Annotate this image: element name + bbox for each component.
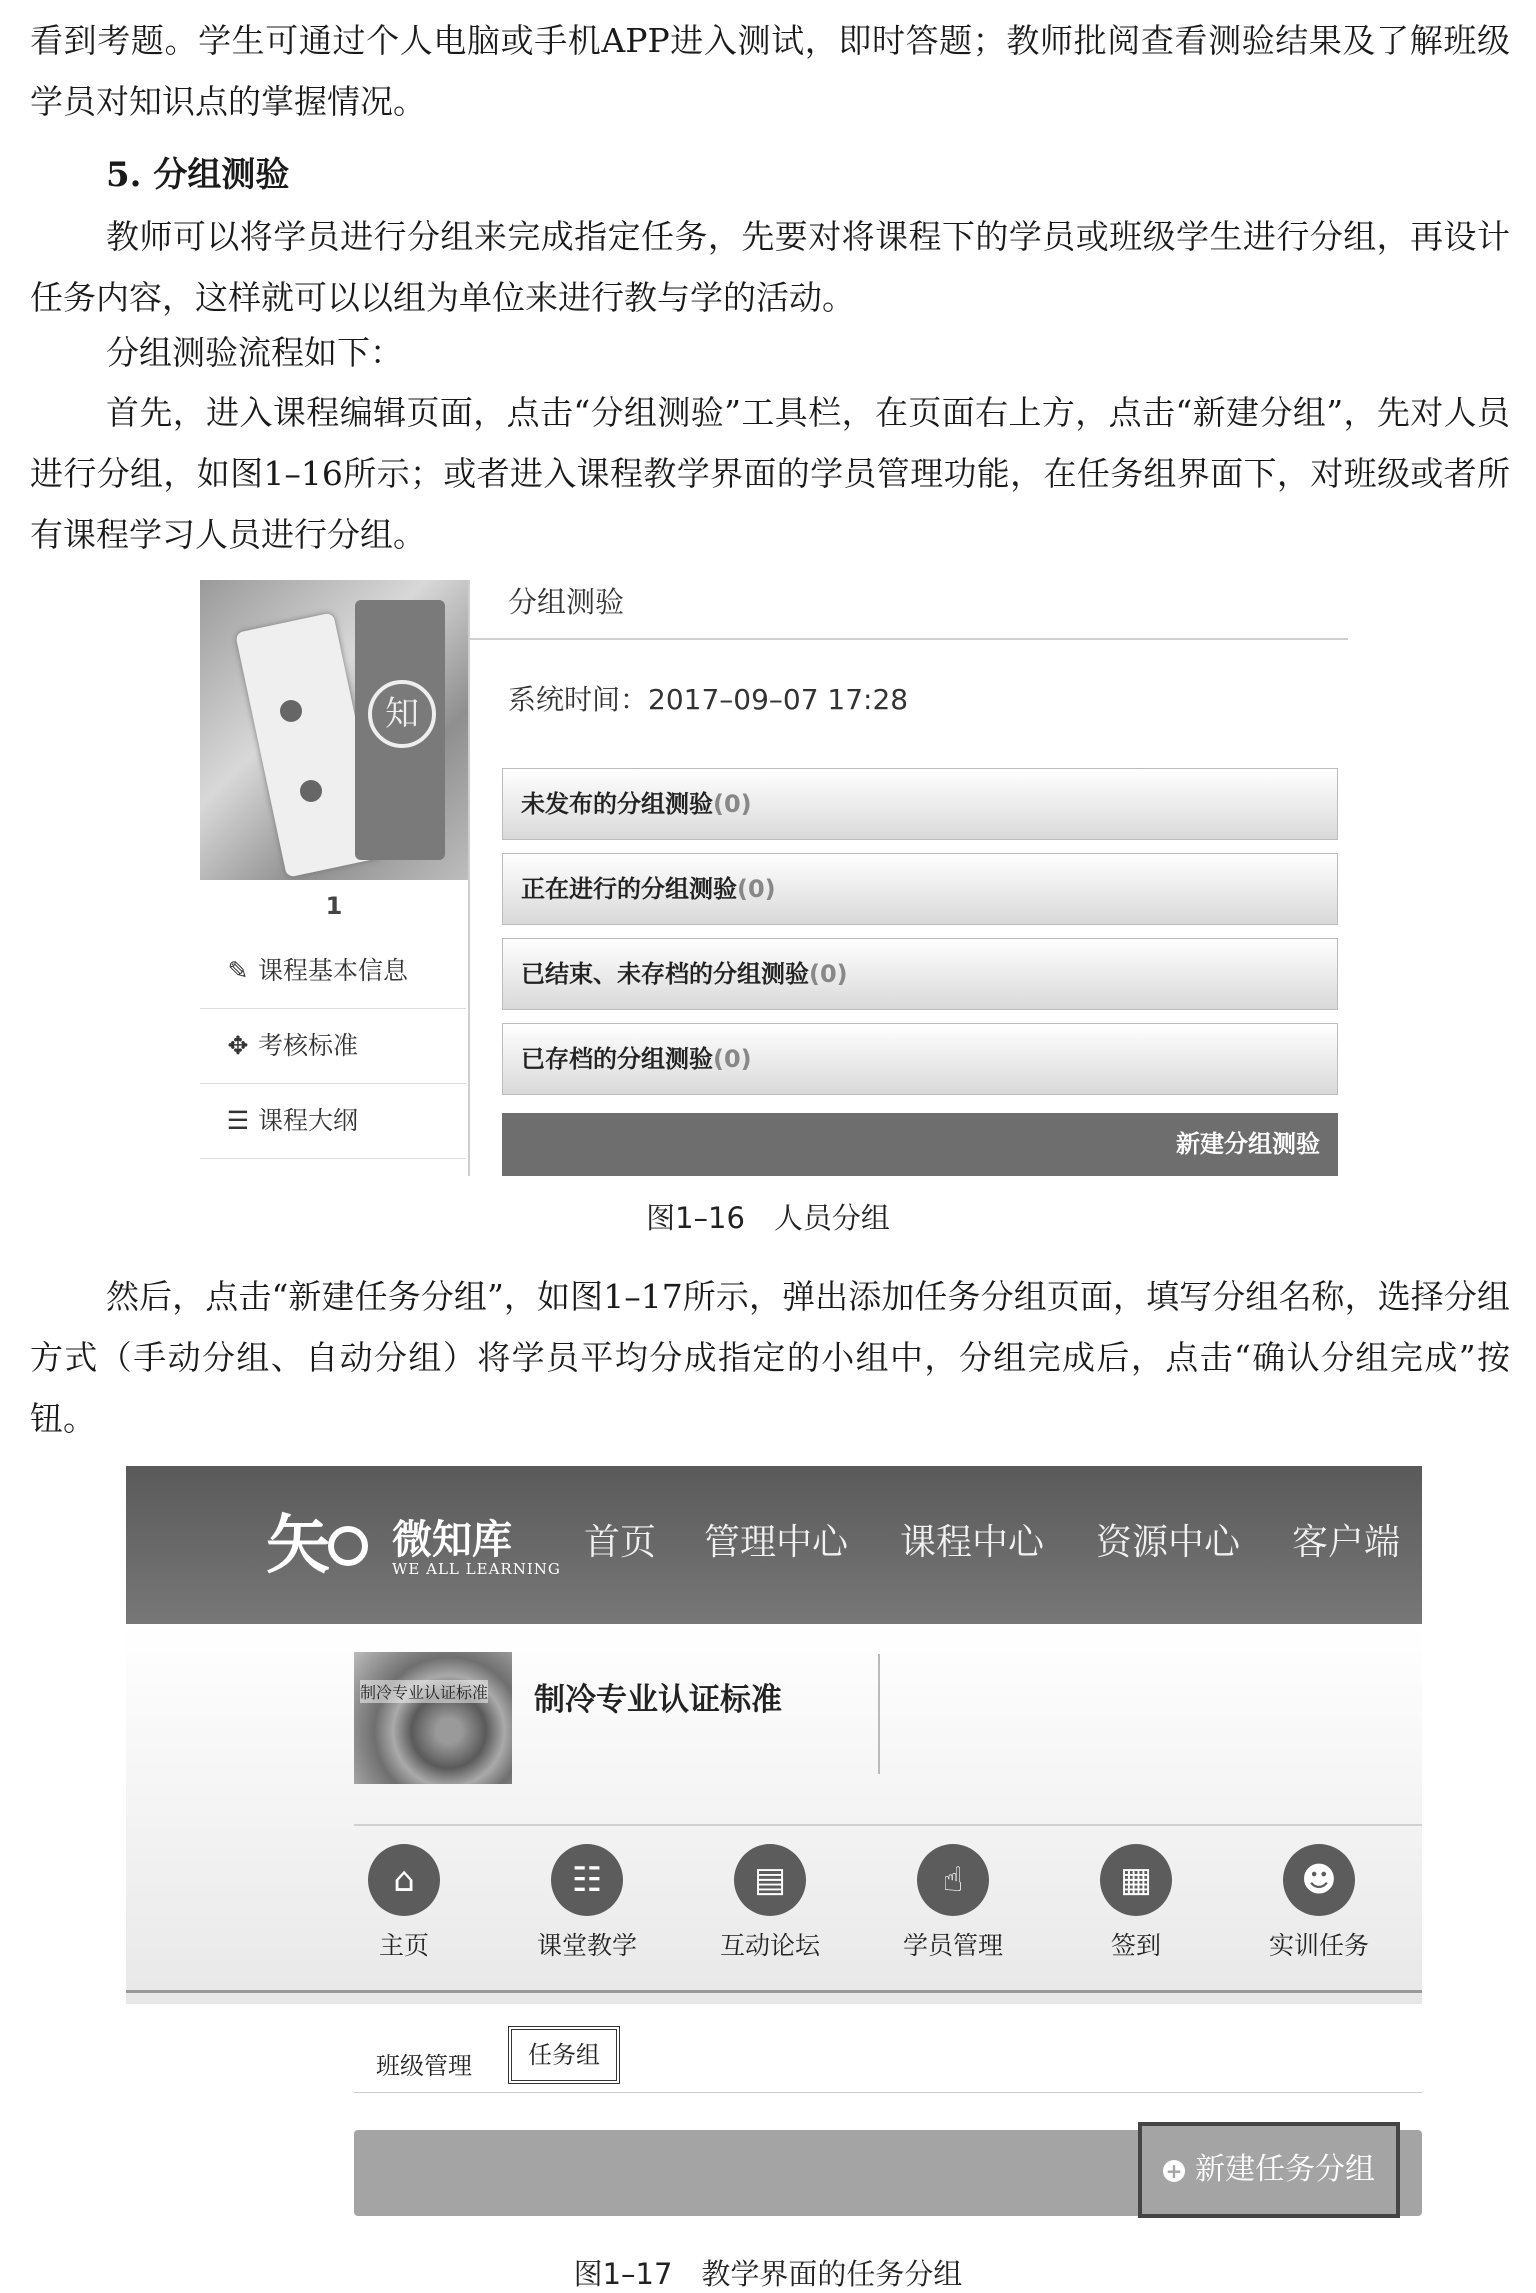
section-heading: 5. 分组测验: [106, 155, 290, 195]
tool-home[interactable]: [324, 1844, 484, 1962]
paragraph-steps-1: 首先，进入课程编辑页面，点击“分组测验”工具栏，在页面右上方，点击“新建分组”，先对人员进行分组，如图1–16所示；或者进入课程教学界面的学员管理功能，在任务组界面下，对班级或者所有课程学习人员进行分组。: [30, 393, 1510, 554]
figure-1-17-caption: 图1–17 教学界面的任务分组: [573, 2257, 963, 2291]
nav-home[interactable]: 首页: [584, 1522, 657, 1563]
figure-1-16: [200, 568, 1348, 1176]
paragraph-intro: 看到考题。学生可通过个人电脑或手机APP进入测试，即时答题；教师批阅查看测验结果及了解班级学员对知识点的掌握情况。: [30, 21, 1510, 121]
paragraph-grouping: 教师可以将学员进行分组来完成指定任务，先要对将课程下的学员或班级学生进行分组，再设计任务内容，这样就可以以组为单位来进行教与学的活动。: [30, 217, 1510, 317]
bar-count: (0): [809, 960, 848, 988]
tool-class-teaching[interactable]: [507, 1844, 667, 1962]
bar-label: 已存档的分组测验: [521, 1045, 713, 1073]
new-task-group-button[interactable]: [1138, 2122, 1400, 2218]
tool-forum[interactable]: [690, 1844, 850, 1962]
brand-name: 微知库: [392, 1517, 512, 1563]
course-sidebar: [200, 580, 470, 1176]
home-icon: ⌂: [368, 1844, 440, 1916]
menu-label: 课程基本信息: [258, 956, 409, 985]
new-group-test-button[interactable]: 新建分组测验: [502, 1113, 1338, 1176]
nav-client[interactable]: 客户端: [1292, 1522, 1401, 1563]
tool-label: 签到: [1110, 1931, 1161, 1960]
menu-label: 课程大纲: [258, 1106, 359, 1135]
bar-count: (0): [713, 790, 752, 818]
top-nav-bar: [126, 1466, 1422, 1624]
thumbs-up-icon: ☝: [917, 1844, 989, 1916]
bar-in-progress[interactable]: [502, 853, 1338, 925]
menu-label: 考核标准: [258, 1031, 359, 1060]
tool-check-in[interactable]: [1056, 1844, 1216, 1962]
bar-label: 正在进行的分组测验: [521, 875, 737, 903]
plus-circle-icon: +: [1163, 2160, 1185, 2182]
button-label: 新建任务分组: [1195, 2152, 1375, 2187]
menu-item-course-info[interactable]: [200, 934, 466, 1009]
tool-student-management[interactable]: [873, 1844, 1033, 1962]
bar-archived[interactable]: [502, 1023, 1338, 1095]
qr-code-icon: ▦: [1100, 1844, 1172, 1916]
bar-unpublished[interactable]: [502, 768, 1338, 840]
paragraph-steps-2: 然后，点击“新建任务分组”，如图1–17所示，弹出添加任务分组页面，填写分组名称，选择分组方式（手动分组、自动分组）将学员平均分成指定的小组中，分组完成后，点击“确认分组完成”按钮。: [30, 1277, 1510, 1438]
bar-count: (0): [737, 875, 776, 903]
tool-label: 学员管理: [902, 1931, 1003, 1960]
paragraph-flow-title: 分组测验流程如下：: [106, 333, 403, 372]
bar-ended-unarchived[interactable]: [502, 938, 1338, 1010]
nav-admin-center[interactable]: 管理中心: [704, 1522, 849, 1563]
menu-item-syllabus[interactable]: [200, 1084, 466, 1159]
nav-course-center[interactable]: 课程中心: [900, 1522, 1045, 1563]
bar-label: 未发布的分组测验: [521, 790, 713, 818]
user-icon: ☻: [1283, 1844, 1355, 1916]
tool-label: 课堂教学: [536, 1931, 637, 1960]
crosshair-icon: ✥: [227, 1031, 249, 1060]
figure-1-16-caption: 图1–16 人员分组: [646, 1201, 890, 1235]
system-time: 系统时间：2017–09–07 17:28: [508, 683, 909, 716]
list-icon: ☰: [226, 1106, 250, 1135]
brand-tagline: WE ALL LEARNING: [392, 1560, 561, 1578]
course-cover-image: [200, 580, 468, 880]
figure-1-17: [126, 1466, 1422, 2220]
page-number: 1: [325, 892, 343, 920]
tool-label: 主页: [378, 1931, 429, 1960]
course-header: [126, 1624, 1422, 2004]
tool-practice-task[interactable]: [1239, 1844, 1399, 1962]
menu-item-assessment[interactable]: [200, 1009, 466, 1084]
course-thumbnail: 制冷专业认证标准: [354, 1652, 512, 1784]
group-test-panel: [470, 568, 1348, 1176]
course-title: 制冷专业认证标准: [534, 1682, 782, 1718]
panel-title: 分组测验: [508, 585, 625, 619]
list-icon: ☷: [551, 1844, 623, 1916]
wrench-icon: ✎: [227, 956, 249, 985]
document-icon: ▤: [734, 1844, 806, 1916]
bar-label: 已结束、未存档的分组测验: [521, 960, 809, 988]
tab-class-management[interactable]: 班级管理: [376, 2052, 472, 2080]
tool-label: 实训任务: [1268, 1931, 1369, 1960]
bar-count: (0): [713, 1045, 752, 1073]
nav-resource-center[interactable]: 资源中心: [1096, 1522, 1241, 1563]
tab-task-group[interactable]: 任务组: [508, 2026, 620, 2084]
zhi-logo-icon: 知: [368, 680, 436, 748]
tool-label: 互动论坛: [719, 1931, 820, 1960]
zhi-logo-icon: 矢: [266, 1496, 376, 1596]
